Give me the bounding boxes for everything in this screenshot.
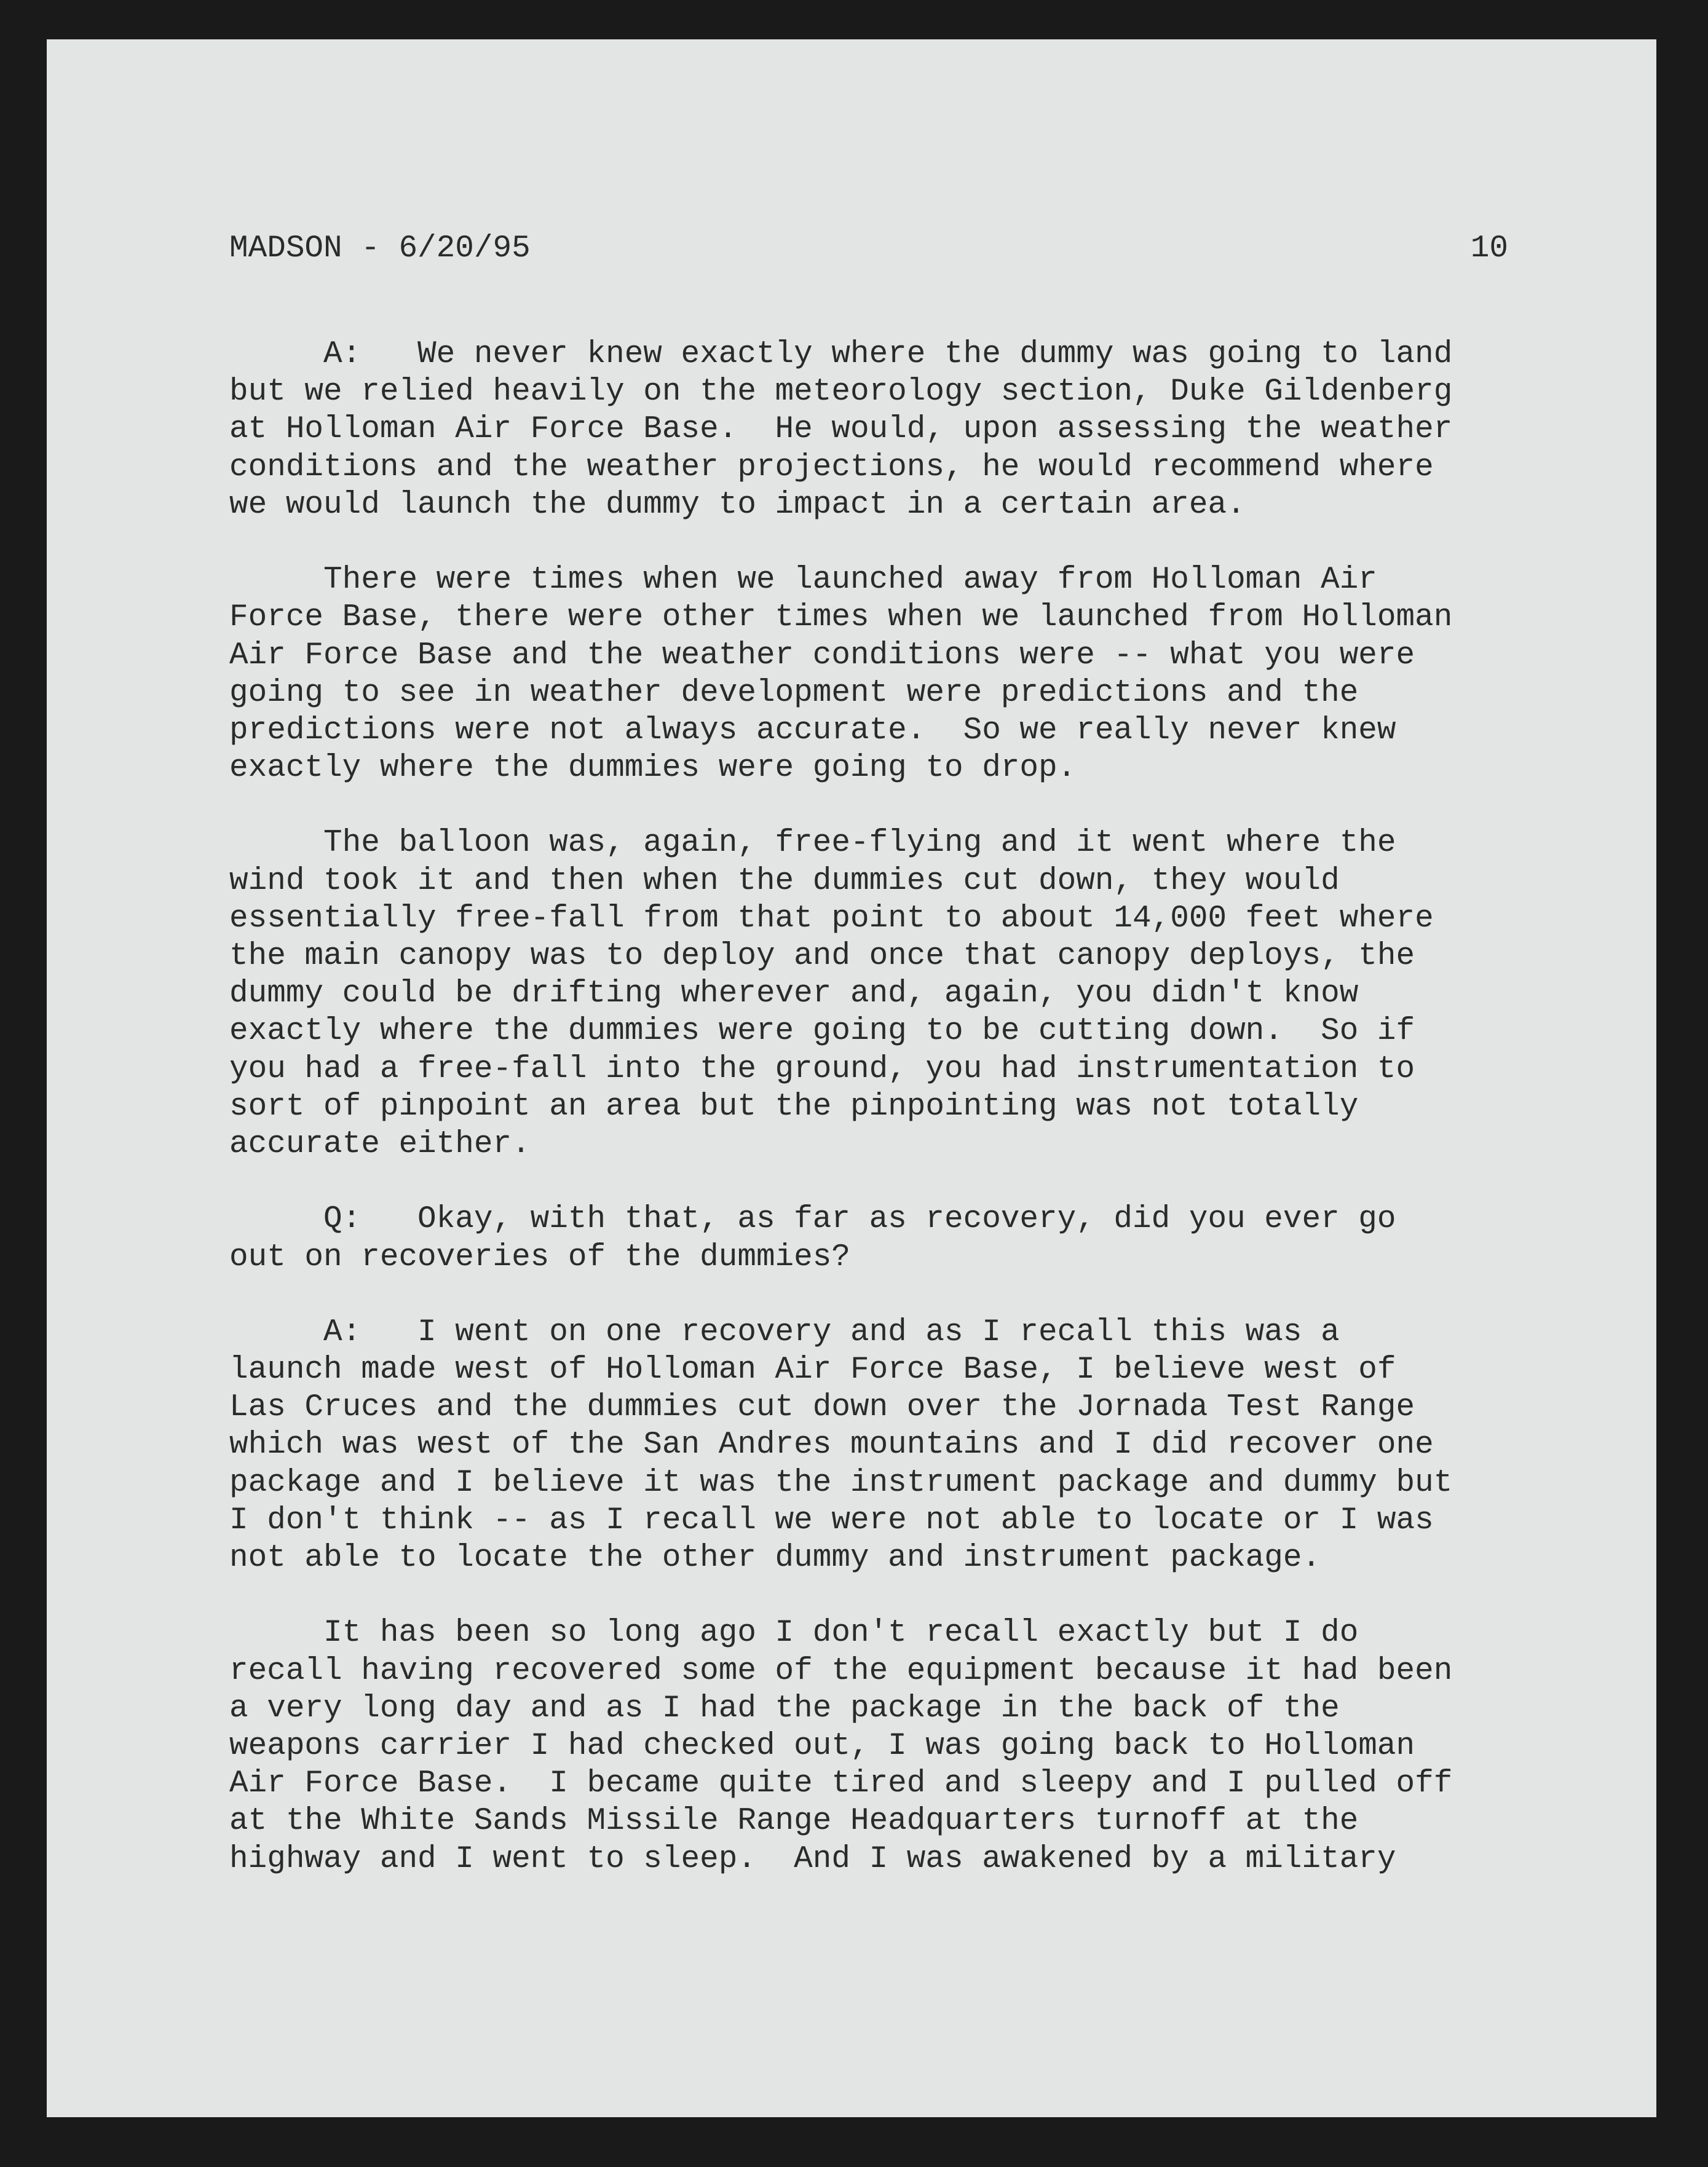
text-line: There were times when we launched away from Holloman Air xyxy=(229,562,1377,598)
text-line: Q: Okay, with that, as far as recovery, did you ever go xyxy=(229,1202,1396,1237)
text-line: package and I believe it was the instrument package and dummy but xyxy=(229,1465,1453,1501)
text-line: wind took it and then when the dummies cut down, they would xyxy=(229,863,1340,899)
text-line: I don't think -- as I recall we were not able to locate or I was xyxy=(229,1502,1434,1538)
text-line: you had a free-fall into the ground, you had instrumentation to xyxy=(229,1051,1415,1087)
paragraph xyxy=(229,824,1520,1163)
text-line: we would launch the dummy to impact in a certain area. xyxy=(229,487,1246,523)
text-line: highway and I went to sleep. And I was awakened by a military xyxy=(229,1841,1396,1877)
text-line: A: We never knew exactly where the dummy was going to land xyxy=(229,337,1453,372)
text-line: A: I went on one recovery and as I recall this was a xyxy=(229,1314,1340,1350)
text-line: exactly where the dummies were going to be cutting down. So if xyxy=(229,1014,1415,1049)
transcript-body xyxy=(229,336,1520,1916)
text-line: launch made west of Holloman Air Force Base, I believe west of xyxy=(229,1352,1396,1388)
text-line: out on recoveries of the dummies? xyxy=(229,1239,850,1275)
text-line: the main canopy was to deploy and once that canopy deploys, the xyxy=(229,939,1415,974)
text-line: Air Force Base. I became quite tired and sleepy and I pulled off xyxy=(229,1766,1453,1802)
text-line: accurate either. xyxy=(229,1126,531,1162)
text-line: at the White Sands Missile Range Headquarters turnoff at the xyxy=(229,1804,1359,1839)
paragraph xyxy=(229,336,1520,524)
text-line: going to see in weather development were predictions and the xyxy=(229,675,1359,711)
text-line: dummy could be drifting wherever and, again, you didn't know xyxy=(229,976,1359,1012)
text-line: sort of pinpoint an area but the pinpointing was not totally xyxy=(229,1089,1359,1124)
text-line: not able to locate the other dummy and instrument package. xyxy=(229,1541,1321,1576)
text-line: a very long day and as I had the package in the back of the xyxy=(229,1691,1340,1726)
text-line: Force Base, there were other times when we launched from Holloman xyxy=(229,600,1453,636)
text-line: which was west of the San Andres mountains and I did recover one xyxy=(229,1427,1434,1463)
paragraph xyxy=(229,561,1520,787)
document-page xyxy=(47,39,1656,2117)
paragraph xyxy=(229,1614,1520,1877)
text-line: at Holloman Air Force Base. He would, upon assessing the weather xyxy=(229,412,1453,448)
text-line: exactly where the dummies were going to drop. xyxy=(229,751,1077,786)
text-line: but we relied heavily on the meteorology section, Duke Gildenberg xyxy=(229,374,1453,410)
header-title: MADSON - 6/20/95 xyxy=(229,231,531,266)
text-line: Las Cruces and the dummies cut down over the Jornada Test Range xyxy=(229,1390,1415,1426)
paragraph xyxy=(229,1201,1520,1276)
text-line: weapons carrier I had checked out, I was going back to Holloman xyxy=(229,1728,1415,1764)
paragraph xyxy=(229,1314,1520,1577)
text-line: recall having recovered some of the equipment because it had been xyxy=(229,1653,1453,1689)
text-line: essentially free-fall from that point to about 14,000 feet where xyxy=(229,901,1434,936)
text-line: conditions and the weather projections, he would recommend where xyxy=(229,449,1434,485)
text-line: The balloon was, again, free-flying and it went where the xyxy=(229,826,1396,861)
text-line: Air Force Base and the weather conditions were -- what you were xyxy=(229,637,1415,673)
text-line: It has been so long ago I don't recall exactly but I do xyxy=(229,1616,1359,1651)
text-line: predictions were not always accurate. So we really never knew xyxy=(229,712,1396,748)
page-number: 10 xyxy=(1470,231,1508,266)
